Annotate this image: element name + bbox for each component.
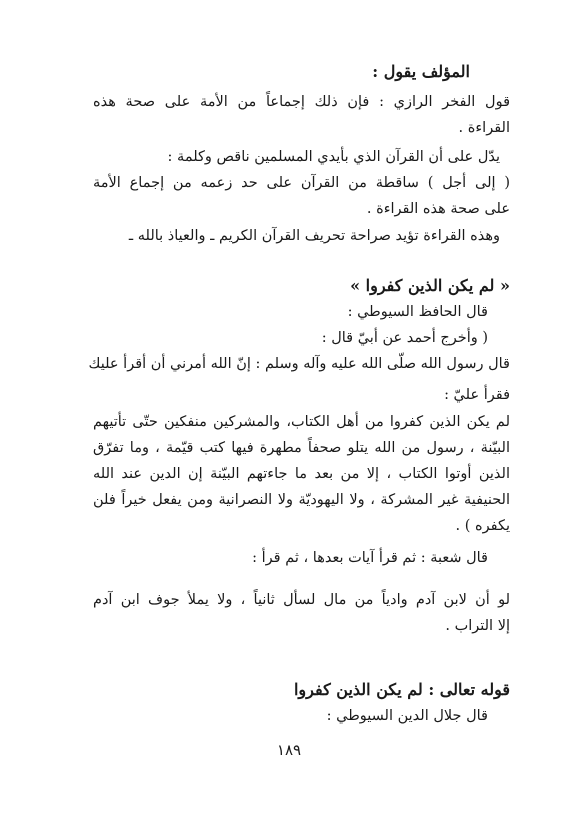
text-line: ( وأخرج أحمد عن أبيّ قال :: [321, 330, 488, 346]
text-line: قال الحافظ السيوطي :: [347, 304, 488, 320]
quran-text-line: الحنيفية غير المشركة ، ولا اليهوديّة ولا النصرانية ومن يفعل خيراً فلن: [93, 492, 510, 508]
text-line: قال رسول الله صلّى الله عليه وآله وسلم : إنّ الله أمرني أن أقرأ عليك: [88, 356, 510, 372]
text-line: وهذه القراءة تؤيد صراحة تحريف القرآن الكريم ـ والعياذ بالله ـ: [128, 228, 500, 244]
text-line: ( إلى أجل ) ساقطة من القرآن على حد زعمه من إجماع الأمة: [93, 175, 510, 191]
section-heading: قوله تعالى : لم يكن الذين كفروا: [293, 680, 510, 699]
text-line: القراءة .: [458, 120, 510, 136]
text-line: قول الفخر الرازي : فإن ذلك إجماعاً من الأمة على صحة هذه: [93, 94, 510, 110]
text-line: يدّل على أن القرآن الذي بأيدي المسلمين ناقص وكلمة :: [167, 149, 500, 165]
section-heading: « لم يكن الذين كفروا »: [350, 276, 510, 295]
quran-text-line: يكفره ) .: [455, 518, 510, 534]
text-line: قال جلال الدين السيوطي :: [326, 708, 488, 724]
page-number: ١٨٩: [276, 741, 302, 759]
text-line: قال شعبة : ثم قرأ آيات بعدها ، ثم قرأ :: [252, 550, 488, 566]
quran-text-line: لو أن لابن آدم وادياً من مال لسأل ثانياً ، ولا يملأ جوف ابن آدم: [93, 592, 510, 608]
quran-text-line: لم يكن الذين كفروا من أهل الكتاب، والمشركين منفكين حتّى تأتيهم: [93, 414, 510, 430]
quran-text-line: البيّنة ، رسول من الله يتلو صحفاً مطهرة فيها كتب قيّمة ، وما تفرّق: [93, 440, 510, 456]
quran-text-line: الذين أوتوا الكتاب ، إلا من بعد ما جاءتهم البيّنة إن الدين عند الله: [93, 466, 510, 482]
author-heading: المؤلف يقول :: [372, 62, 470, 81]
text-line: فقرأ عليّ :: [444, 387, 510, 403]
text-line: على صحة هذه القراءة .: [366, 201, 510, 217]
quran-text-line: إلا التراب .: [445, 618, 510, 634]
